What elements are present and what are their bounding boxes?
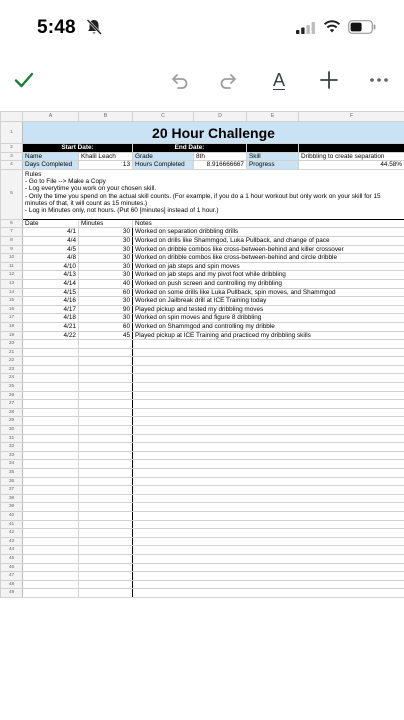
row-header[interactable]: 25 — [1, 383, 23, 392]
minutes-cell[interactable]: 30 — [79, 271, 133, 280]
log-row — [1, 340, 404, 349]
minutes-cell[interactable] — [79, 520, 133, 529]
done-check-button[interactable] — [10, 66, 38, 94]
notes-cell[interactable]: Played pickup at ICE Training and practiced my dribbling skills — [133, 331, 404, 340]
log-row — [1, 348, 404, 357]
minutes-cell[interactable]: 60 — [79, 288, 133, 297]
row-header[interactable]: 32 — [1, 443, 23, 452]
days-completed-value-cell[interactable]: 13 — [79, 161, 133, 170]
start-date-label[interactable]: Start Date: — [23, 144, 133, 153]
log-row — [1, 322, 404, 331]
row-header[interactable]: 8 — [1, 236, 23, 245]
log-row — [1, 589, 404, 598]
date-cell[interactable] — [23, 348, 79, 357]
date-cell[interactable] — [23, 408, 79, 417]
notes-cell[interactable] — [133, 546, 404, 555]
end-date-label[interactable]: End Date: — [133, 144, 247, 153]
log-row — [1, 520, 404, 529]
date-cell[interactable]: 4/5 — [23, 245, 79, 254]
minutes-cell[interactable] — [79, 546, 133, 555]
log-row — [1, 511, 404, 520]
date-cell[interactable] — [23, 554, 79, 563]
row-header[interactable]: 12 — [1, 271, 23, 280]
date-cell[interactable] — [23, 443, 79, 452]
log-row — [1, 383, 404, 392]
name-value-cell[interactable]: Khalil Leach — [79, 152, 133, 161]
date-cell[interactable]: 4/14 — [23, 279, 79, 288]
date-cell[interactable] — [23, 434, 79, 443]
date-cell[interactable] — [23, 563, 79, 572]
rule-line: - Log in Minutes only, not hours. (Put 60 [minutes] instead of 1 hour.) — [25, 207, 219, 215]
minutes-cell[interactable]: 45 — [79, 331, 133, 340]
notes-cell[interactable] — [133, 486, 404, 495]
date-cell[interactable]: 4/16 — [23, 297, 79, 306]
log-row — [1, 297, 404, 306]
sheet-table[interactable] — [0, 111, 404, 598]
row-header[interactable]: 38 — [1, 494, 23, 503]
minutes-cell[interactable] — [79, 529, 133, 538]
column-header-row — [1, 112, 404, 122]
log-row — [1, 451, 404, 460]
row-header[interactable]: 39 — [1, 503, 23, 512]
row-header[interactable]: 33 — [1, 451, 23, 460]
date-cell[interactable]: 4/22 — [23, 331, 79, 340]
minutes-cell[interactable] — [79, 348, 133, 357]
log-row — [1, 391, 404, 400]
log-row — [1, 494, 404, 503]
battery-icon — [348, 20, 376, 34]
row-header[interactable]: 22 — [1, 357, 23, 366]
log-row — [1, 477, 404, 486]
more-dots-icon — [368, 69, 390, 91]
minutes-header-cell[interactable]: Minutes — [79, 219, 133, 228]
date-cell[interactable] — [23, 486, 79, 495]
skill-label-cell[interactable]: Skill — [247, 152, 299, 161]
log-row — [1, 357, 404, 366]
log-row — [1, 365, 404, 374]
log-row — [1, 537, 404, 546]
minutes-cell[interactable] — [79, 486, 133, 495]
notes-cell[interactable] — [133, 374, 404, 383]
minutes-cell[interactable] — [79, 460, 133, 469]
row-header[interactable]: 7 — [1, 228, 23, 237]
minutes-cell[interactable] — [79, 537, 133, 546]
grade-value-cell[interactable]: 8th — [194, 152, 247, 161]
row-header[interactable]: 40 — [1, 511, 23, 520]
log-row — [1, 305, 404, 314]
minutes-cell[interactable]: 30 — [79, 236, 133, 245]
column-header[interactable]: B — [79, 112, 133, 122]
notes-cell[interactable]: Worked on Jailbreak drill at ICE Training today — [133, 297, 404, 306]
minutes-cell[interactable] — [79, 580, 133, 589]
log-row — [1, 529, 404, 538]
row-header[interactable]: 42 — [1, 529, 23, 538]
column-header[interactable]: F — [299, 112, 404, 122]
row-header[interactable]: 2 — [1, 144, 23, 153]
select-all-corner[interactable] — [1, 112, 23, 122]
row-header[interactable]: 49 — [1, 589, 23, 598]
row-header[interactable]: 36 — [1, 477, 23, 486]
date-cell[interactable]: 4/13 — [23, 271, 79, 280]
minutes-cell[interactable] — [79, 503, 133, 512]
minutes-cell[interactable] — [79, 383, 133, 392]
row-header[interactable]: 28 — [1, 408, 23, 417]
minutes-cell[interactable]: 30 — [79, 254, 133, 263]
date-cell[interactable]: 4/10 — [23, 262, 79, 271]
notes-cell[interactable]: Worked on spin moves and figure 8 dribbling — [133, 314, 404, 323]
sheet-title-cell[interactable]: 20 Hour Challenge — [23, 122, 404, 144]
notes-cell[interactable] — [133, 383, 404, 392]
notes-cell[interactable] — [133, 400, 404, 409]
minutes-cell[interactable] — [79, 391, 133, 400]
date-cell[interactable] — [23, 460, 79, 469]
notes-cell[interactable] — [133, 529, 404, 538]
notes-cell[interactable] — [133, 340, 404, 349]
date-cell[interactable] — [23, 400, 79, 409]
row-header[interactable]: 43 — [1, 537, 23, 546]
notes-cell[interactable] — [133, 554, 404, 563]
row-header[interactable]: 4 — [1, 161, 23, 170]
row-header[interactable]: 3 — [1, 152, 23, 161]
minutes-cell[interactable] — [79, 400, 133, 409]
log-row — [1, 563, 404, 572]
undo-icon — [169, 69, 191, 91]
text-format-button[interactable] — [265, 66, 293, 94]
minutes-cell[interactable] — [79, 554, 133, 563]
redo-icon — [217, 69, 239, 91]
notes-cell[interactable] — [133, 589, 404, 598]
notes-cell[interactable] — [133, 537, 404, 546]
rules-title: Rules — [25, 170, 42, 178]
editor-toolbar — [0, 58, 404, 102]
log-row — [1, 572, 404, 581]
log-row — [1, 245, 404, 254]
date-cell[interactable] — [23, 529, 79, 538]
minutes-cell[interactable]: 60 — [79, 322, 133, 331]
notes-cell[interactable] — [133, 426, 404, 435]
log-row — [1, 580, 404, 589]
row-header[interactable]: 18 — [1, 322, 23, 331]
notes-cell[interactable] — [133, 477, 404, 486]
log-row — [1, 279, 404, 288]
minutes-cell[interactable]: 90 — [79, 305, 133, 314]
date-cell[interactable] — [23, 520, 79, 529]
notes-cell[interactable] — [133, 572, 404, 581]
row-header[interactable]: 35 — [1, 469, 23, 478]
row-header[interactable]: 41 — [1, 520, 23, 529]
date-cell[interactable] — [23, 537, 79, 546]
log-row — [1, 417, 404, 426]
date-header-cell[interactable]: Date — [23, 219, 79, 228]
sheet-row — [1, 161, 404, 170]
log-row — [1, 331, 404, 340]
notes-cell[interactable] — [133, 503, 404, 512]
notes-cell[interactable] — [133, 391, 404, 400]
column-header[interactable]: C — [133, 112, 194, 122]
date-cell[interactable] — [23, 374, 79, 383]
log-row — [1, 400, 404, 409]
date-cell[interactable] — [23, 383, 79, 392]
date-cell[interactable] — [23, 365, 79, 374]
row-header[interactable]: 30 — [1, 426, 23, 435]
grade-label-cell[interactable]: Grade — [133, 152, 194, 161]
minutes-cell[interactable] — [79, 511, 133, 520]
rule-line: - Go to File --> Make a Copy — [25, 178, 106, 186]
row-header[interactable]: 16 — [1, 305, 23, 314]
notes-cell[interactable] — [133, 451, 404, 460]
log-row — [1, 288, 404, 297]
log-row — [1, 443, 404, 452]
sheet-row — [1, 144, 404, 153]
row-header[interactable]: 47 — [1, 572, 23, 581]
notes-cell[interactable] — [133, 511, 404, 520]
date-cell[interactable]: 4/1 — [23, 228, 79, 237]
minutes-cell[interactable]: 30 — [79, 262, 133, 271]
date-cell[interactable] — [23, 546, 79, 555]
date-cell[interactable] — [23, 391, 79, 400]
log-row — [1, 554, 404, 563]
minutes-cell[interactable] — [79, 572, 133, 581]
minutes-cell[interactable]: 30 — [79, 297, 133, 306]
date-cell[interactable] — [23, 572, 79, 581]
log-row — [1, 374, 404, 383]
date-cell[interactable]: 4/4 — [23, 236, 79, 245]
column-header[interactable]: D — [194, 112, 247, 122]
minutes-cell[interactable]: 30 — [79, 314, 133, 323]
minutes-cell[interactable]: 30 — [79, 228, 133, 237]
date-cell[interactable]: 4/17 — [23, 305, 79, 314]
minutes-cell[interactable] — [79, 469, 133, 478]
date-cell[interactable] — [23, 503, 79, 512]
notes-cell[interactable] — [133, 434, 404, 443]
row-header[interactable]: 48 — [1, 580, 23, 589]
date-cell[interactable] — [23, 494, 79, 503]
column-header[interactable]: E — [247, 112, 299, 122]
cell[interactable] — [247, 144, 299, 153]
log-row — [1, 460, 404, 469]
date-cell[interactable] — [23, 340, 79, 349]
notes-cell[interactable]: Worked on drills like Shammgod, Luka Pullback, and change of pace — [133, 236, 404, 245]
row-header[interactable]: 10 — [1, 254, 23, 263]
date-cell[interactable]: 4/21 — [23, 322, 79, 331]
date-cell[interactable] — [23, 357, 79, 366]
minutes-cell[interactable]: 30 — [79, 245, 133, 254]
column-header[interactable]: A — [23, 112, 79, 122]
rules-cell[interactable] — [23, 169, 404, 219]
minutes-cell[interactable]: 40 — [79, 279, 133, 288]
cell[interactable] — [299, 144, 404, 153]
notes-cell[interactable]: Worked on Shammgod and controlling my dribble — [133, 322, 404, 331]
sheet-row — [1, 169, 404, 219]
log-row — [1, 434, 404, 443]
log-row — [1, 426, 404, 435]
redo-button[interactable] — [214, 66, 242, 94]
row-header[interactable]: 9 — [1, 245, 23, 254]
row-header[interactable]: 13 — [1, 279, 23, 288]
date-cell[interactable] — [23, 417, 79, 426]
cellular-signal-icon — [296, 22, 316, 34]
notes-cell[interactable] — [133, 580, 404, 589]
row-header[interactable]: 20 — [1, 340, 23, 349]
text-format-icon: A — [272, 70, 285, 90]
notes-cell[interactable]: Worked on some drills like Luka Pullback, spin moves, and Shammgod — [133, 288, 404, 297]
row-header[interactable]: 27 — [1, 400, 23, 409]
rule-line: - Log everytime you work on your chosen skill. — [25, 185, 157, 193]
minutes-cell[interactable] — [79, 451, 133, 460]
hours-completed-value-cell[interactable]: 8.916666667 — [194, 161, 247, 170]
minutes-cell[interactable] — [79, 417, 133, 426]
notes-cell[interactable] — [133, 460, 404, 469]
minutes-cell[interactable] — [79, 365, 133, 374]
minutes-cell[interactable] — [79, 443, 133, 452]
notes-cell[interactable] — [133, 348, 404, 357]
date-cell[interactable] — [23, 580, 79, 589]
notes-cell[interactable] — [133, 443, 404, 452]
notes-cell[interactable]: Played pickup and tested my dribbling moves — [133, 305, 404, 314]
notes-cell[interactable]: Worked on jab steps and my pivot foot while dribbling — [133, 271, 404, 280]
row-header[interactable]: 44 — [1, 546, 23, 555]
skill-value-cell[interactable]: Dribbling to create separation — [299, 152, 404, 161]
notes-cell[interactable]: Worked on push screen and controlling my dribbling — [133, 279, 404, 288]
minutes-cell[interactable] — [79, 434, 133, 443]
sheet-row — [1, 152, 404, 161]
date-cell[interactable]: 4/8 — [23, 254, 79, 263]
plus-icon — [318, 69, 340, 91]
sheet-row — [1, 219, 404, 228]
minutes-cell[interactable] — [79, 340, 133, 349]
log-row — [1, 262, 404, 271]
row-header[interactable]: 46 — [1, 563, 23, 572]
notes-cell[interactable] — [133, 417, 404, 426]
row-header[interactable]: 5 — [1, 169, 23, 219]
row-header[interactable]: 15 — [1, 297, 23, 306]
log-row — [1, 503, 404, 512]
minutes-cell[interactable] — [79, 494, 133, 503]
row-header[interactable]: 21 — [1, 348, 23, 357]
date-cell[interactable] — [23, 426, 79, 435]
log-row — [1, 314, 404, 323]
bell-off-icon — [85, 18, 103, 36]
notes-header-cell[interactable]: Notes — [133, 219, 404, 228]
log-row — [1, 408, 404, 417]
row-header[interactable]: 29 — [1, 417, 23, 426]
row-header[interactable]: 45 — [1, 554, 23, 563]
date-cell[interactable] — [23, 589, 79, 598]
minutes-cell[interactable] — [79, 563, 133, 572]
notes-cell[interactable] — [133, 494, 404, 503]
date-cell[interactable] — [23, 469, 79, 478]
wifi-icon — [323, 19, 341, 33]
row-header[interactable]: 24 — [1, 374, 23, 383]
notes-cell[interactable] — [133, 408, 404, 417]
status-bar — [0, 0, 404, 54]
row-header[interactable]: 14 — [1, 288, 23, 297]
status-time: 5:48 — [37, 17, 76, 38]
log-row — [1, 228, 404, 237]
hours-completed-label-cell[interactable]: Hours Completed — [133, 161, 194, 170]
minutes-cell[interactable] — [79, 477, 133, 486]
log-row — [1, 236, 404, 245]
log-row — [1, 271, 404, 280]
row-header[interactable]: 34 — [1, 460, 23, 469]
minutes-cell[interactable] — [79, 374, 133, 383]
notes-cell[interactable] — [133, 365, 404, 374]
log-row — [1, 486, 404, 495]
notes-cell[interactable] — [133, 469, 404, 478]
notes-cell[interactable] — [133, 563, 404, 572]
spreadsheet-grid[interactable] — [0, 111, 404, 720]
date-cell[interactable]: 4/15 — [23, 288, 79, 297]
check-icon — [13, 69, 35, 91]
row-header[interactable]: 23 — [1, 365, 23, 374]
row-header[interactable]: 19 — [1, 331, 23, 340]
notes-cell[interactable]: Worked on separation dribbling drills — [133, 228, 404, 237]
more-options-button[interactable] — [365, 66, 393, 94]
minutes-cell[interactable] — [79, 408, 133, 417]
notes-cell[interactable]: Worked on dribble combos like cross-between-behind and killer crossover — [133, 245, 404, 254]
notes-cell[interactable] — [133, 520, 404, 529]
notes-cell[interactable] — [133, 357, 404, 366]
date-cell[interactable] — [23, 511, 79, 520]
minutes-cell[interactable] — [79, 589, 133, 598]
insert-button[interactable] — [315, 66, 343, 94]
date-cell[interactable] — [23, 477, 79, 486]
notes-cell[interactable]: Worked on jab steps and spin moves — [133, 262, 404, 271]
progress-label-cell[interactable]: Progress — [247, 161, 299, 170]
row-header[interactable]: 6 — [1, 219, 23, 228]
progress-value-cell[interactable]: 44.58% — [299, 161, 404, 170]
days-completed-label-cell[interactable]: Days Completed — [23, 161, 79, 170]
log-row — [1, 254, 404, 263]
notes-cell[interactable]: Worked on dribble combos like cross-between-behind and circle dribble — [133, 254, 404, 263]
date-cell[interactable]: 4/18 — [23, 314, 79, 323]
row-header[interactable]: 31 — [1, 434, 23, 443]
undo-button[interactable] — [166, 66, 194, 94]
date-cell[interactable] — [23, 451, 79, 460]
log-row — [1, 469, 404, 478]
row-header[interactable]: 26 — [1, 391, 23, 400]
row-header[interactable]: 11 — [1, 262, 23, 271]
minutes-cell[interactable] — [79, 426, 133, 435]
rule-line: - Only the time you spend on the actual skill counts. (For example, if you do a 1 hour workout but only work on your skill for 15 minutes of that, it will count as 15 minutes.) — [25, 192, 381, 207]
minutes-cell[interactable] — [79, 357, 133, 366]
row-header[interactable]: 1 — [1, 122, 23, 144]
name-label-cell[interactable]: Name — [23, 152, 79, 161]
log-row — [1, 546, 404, 555]
row-header[interactable]: 17 — [1, 314, 23, 323]
sheet-row — [1, 122, 404, 144]
row-header[interactable]: 37 — [1, 486, 23, 495]
